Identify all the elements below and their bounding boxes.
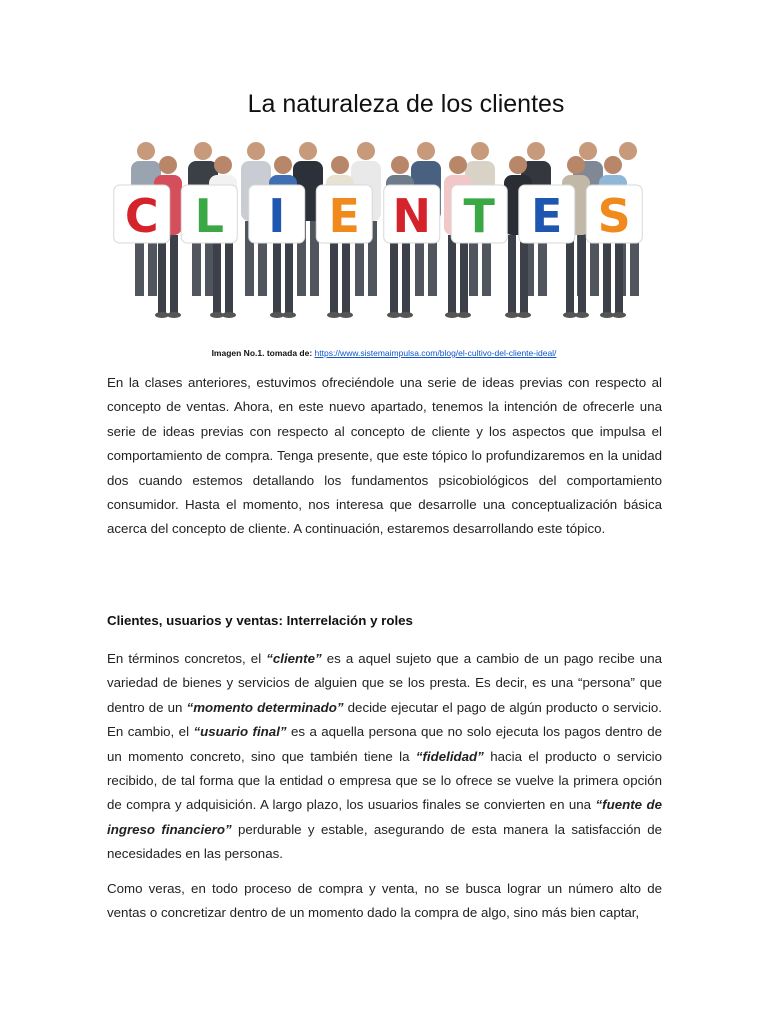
- letter-card: [249, 185, 305, 243]
- svg-text:N: N: [392, 189, 431, 243]
- svg-text:I: I: [268, 189, 286, 243]
- svg-text:S: S: [597, 189, 631, 243]
- letter-card: [519, 185, 575, 243]
- term-fidelidad: “fidelidad”: [415, 748, 484, 764]
- term-momento-determinado: “momento determinado”: [186, 699, 344, 715]
- clientes-photo: [108, 133, 648, 333]
- paragraph-text: perdurable y estable, asegurando de esta manera la satisfacción de necesidades en las personas.: [107, 821, 662, 862]
- paragraph-text: es a aquel sujeto que a cambio de un pago recibe una variedad de bienes y servicios de alguien que se los presta. Es decir, es una “persona” que dentro de un: [107, 651, 662, 715]
- paragraph-definitions: [107, 647, 662, 867]
- paragraph-intro: En la clases anteriores, estuvimos ofreciéndole una serie de ideas previas con respecto al concepto de ventas. Ahora, en este nuevo apartado, tenemos la intención de ofrecerle una serie de ideas previas con respecto al concepto de cliente y los aspectos que impulsa el comportamiento de compra. Tenga presente, que este tópico lo profundizaremos en la unidad dos cuando estemos detallando los fundamentos psicobiológicos del comportamiento consumidor. Hasta el momento, nos interesa que desarrolle una conceptualización básica acerca del concepto de cliente. A continuación, estaremos desarrollando este tópico.: [107, 375, 662, 537]
- caption-link[interactable]: https://www.sistemaimpulsa.com/blog/el-cultivo-del-cliente-ideal/: [314, 348, 557, 358]
- image-caption: [0, 348, 768, 358]
- letter-card: [316, 185, 372, 243]
- paragraph-continuation: Como veras, en todo proceso de compra y venta, no se busca lograr un número alto de ventas o concretizar dentro de un momento dado la compra de algo, sino más bien captar,: [107, 881, 662, 921]
- paragraph-text: hacia el producto o servicio recibido, de tal forma que la entidad o empresa que se lo ofrece se vuelve la primera opción de compra y adquisición. A largo plazo, los usuarios finales se convierten en una: [107, 748, 662, 813]
- term-cliente: “cliente”: [266, 651, 322, 666]
- paragraph-text: En términos concretos, el: [107, 651, 267, 666]
- svg-text:C: C: [124, 189, 159, 243]
- caption-label: Imagen No.1. tomada de:: [211, 348, 313, 358]
- letter-card: [384, 185, 440, 243]
- paragraph-text: decide ejecutar el pago de algún producto o servicio. En cambio, el: [107, 699, 662, 740]
- section-heading: Clientes, usuarios y ventas: Interrelación y roles: [107, 613, 413, 628]
- svg-text:E: E: [328, 189, 360, 243]
- term-usuario-final: “usuario final”: [193, 724, 287, 740]
- term-fuente-ingreso: “fuente de ingreso financiero”: [107, 797, 662, 837]
- letter-card: [586, 185, 642, 243]
- paragraph-text: es a aquella persona que no solo ejecuta los pagos dentro de un momento concreto, sino que también tiene la: [107, 724, 662, 764]
- svg-text:T: T: [463, 189, 495, 243]
- letter-card: [181, 185, 237, 243]
- letter-card: [114, 185, 170, 243]
- page-title: La naturaleza de los clientes: [247, 90, 565, 118]
- letter-card: [451, 185, 507, 243]
- svg-text:L: L: [194, 189, 224, 243]
- svg-text:E: E: [531, 189, 563, 243]
